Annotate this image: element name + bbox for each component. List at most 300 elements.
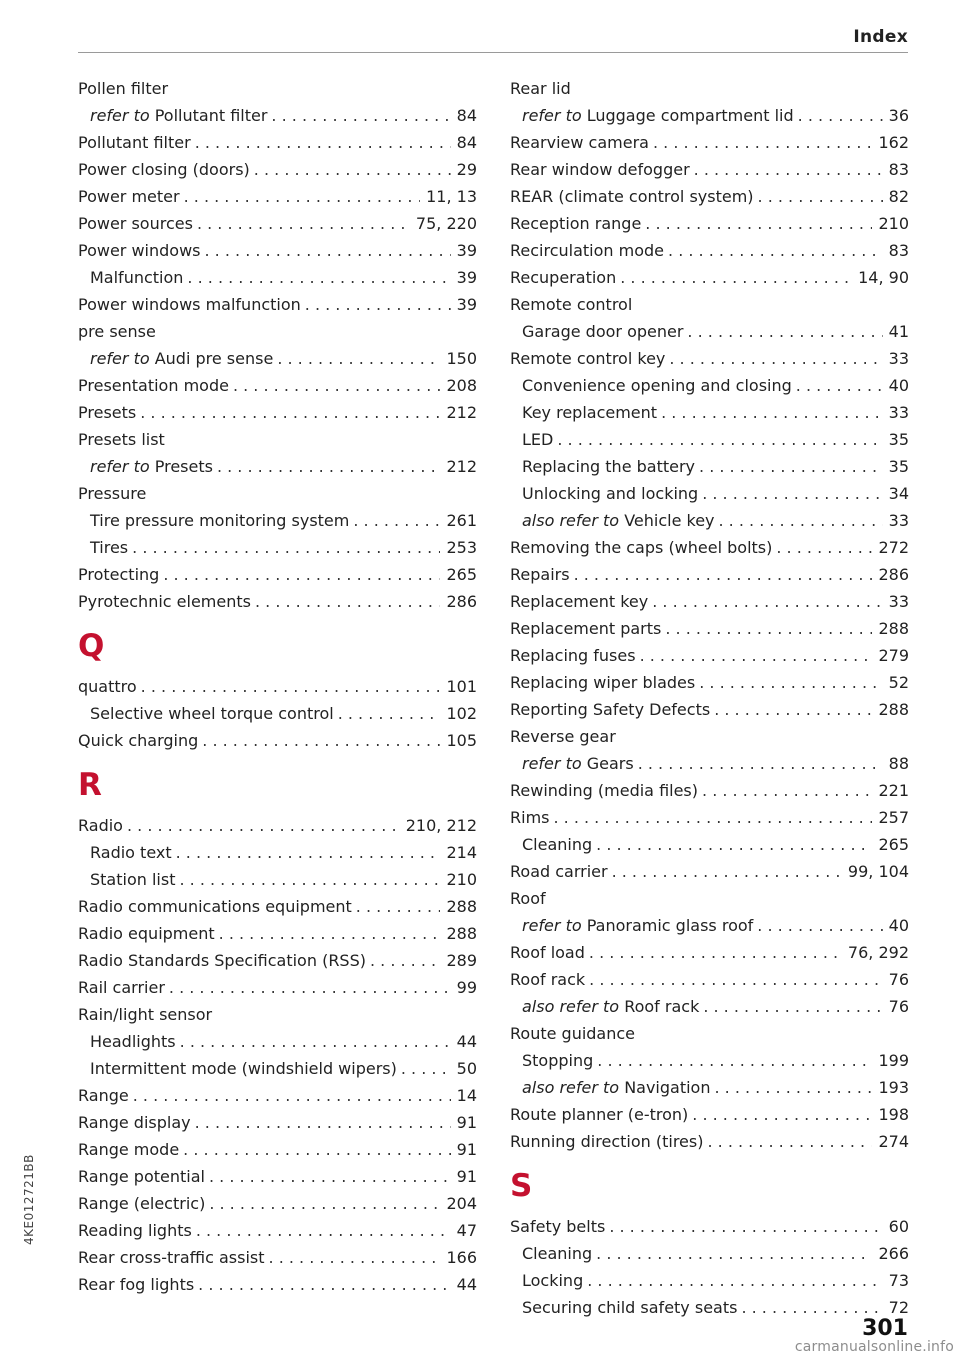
index-entry [510,588,909,615]
page-reference: 33 [888,511,909,530]
page-reference: 36 [888,106,909,125]
page-reference: 288 [446,924,477,943]
entry-text [522,426,553,453]
index-entry [78,673,477,700]
entry-text [522,912,753,939]
index-subentry [510,426,909,453]
entry-label: Reception range [510,214,642,233]
entry-text [78,291,301,318]
cross-reference-label: refer to [522,754,582,773]
page-reference: 40 [888,376,909,395]
entry-text [510,534,772,561]
entry-label: Range potential [78,1167,205,1186]
entry-text [510,345,665,372]
dot-leader [652,588,882,615]
page-reference: 72 [888,1298,909,1317]
index-entry [78,480,477,507]
dot-leader [196,1217,451,1244]
entry-text [78,1163,205,1190]
entry-label: Range mode [78,1140,180,1159]
index-subentry [78,345,477,372]
index-entry [510,210,909,237]
entry-label: Power windows [78,241,201,260]
entry-label: Cleaning [522,835,593,854]
index-entry [78,561,477,588]
entry-text [78,1190,205,1217]
index-entry [510,669,909,696]
entry-text [78,318,156,345]
index-entry [510,615,909,642]
entry-text [78,1109,191,1136]
dot-leader [255,588,440,615]
entry-label: Rearview camera [510,133,649,152]
entry-label: Tires [90,538,129,557]
page-reference: 162 [878,133,909,152]
index-entry [78,129,477,156]
entry-text [510,264,616,291]
index-entry [78,318,477,345]
entry-text [522,1074,710,1101]
dot-leader [612,858,842,885]
entry-text [510,1128,703,1155]
page-reference: 76, 292 [847,943,909,962]
index-entry [78,727,477,754]
index-entry [510,777,909,804]
dot-leader [353,507,440,534]
page-reference: 50 [456,1059,477,1078]
page-reference: 193 [878,1078,909,1097]
entry-text [78,1244,265,1271]
dot-leader [589,939,842,966]
dot-leader [133,1082,451,1109]
index-entry [78,291,477,318]
index-subentry [510,1074,909,1101]
page-reference: 214 [446,843,477,862]
entry-text [510,588,648,615]
cross-reference-label: also refer to [522,1078,620,1097]
dot-leader [187,264,450,291]
entry-text [90,102,267,129]
page-reference: 208 [446,376,477,395]
dot-leader [219,920,441,947]
dot-leader [338,700,441,727]
entry-label: Roof rack [510,970,586,989]
entry-text [90,1055,397,1082]
index-entry [510,1101,909,1128]
entry-text [522,1240,592,1267]
dot-leader [653,129,872,156]
index-entry [78,237,477,264]
entry-label: Replacing fuses [510,646,636,665]
entry-label: Rail carrier [78,978,165,997]
page-reference: 204 [446,1194,477,1213]
entry-text [510,210,641,237]
entry-label: REAR (climate control system) [510,187,754,206]
entry-text [510,723,616,750]
entry-text [510,237,664,264]
entry-text [90,507,349,534]
entry-label: Pollutant filter [78,133,191,152]
entry-label: Radio equipment [78,924,215,943]
entry-label: Roof load [510,943,585,962]
entry-label: Presets [78,403,137,422]
index-entry [78,426,477,453]
entry-label: Malfunction [90,268,184,287]
entry-text [78,974,165,1001]
dot-leader [707,1128,872,1155]
entry-text [78,673,137,700]
entry-text [78,129,191,156]
cross-reference-label: refer to [90,106,150,125]
entry-label: Roof [510,889,546,908]
page-reference: 35 [888,457,909,476]
entry-text [90,453,213,480]
page-reference: 91 [456,1113,477,1132]
entry-label: LED [522,430,554,449]
page-reference: 14, 90 [858,268,909,287]
index-entry [510,804,909,831]
dot-leader [597,1047,872,1074]
entry-label: Running direction (tires) [510,1132,704,1151]
index-entry [510,129,909,156]
entry-text [78,75,168,102]
dot-leader [202,727,440,754]
entry-text [522,750,634,777]
index-entry [510,696,909,723]
dot-leader [702,480,882,507]
dot-leader [757,912,882,939]
entry-label: Reverse gear [510,727,616,746]
dot-leader [197,210,410,237]
page-reference: 29 [456,160,477,179]
index-subentry [510,831,909,858]
entry-label: Replacing the battery [522,457,696,476]
entry-label: Rear fog lights [78,1275,195,1294]
entry-label: Repairs [510,565,570,584]
entry-label: Roof rack [624,997,700,1016]
index-subentry [510,507,909,534]
index-subentry [78,700,477,727]
page-reference: 199 [878,1051,909,1070]
page-reference: 39 [456,241,477,260]
section-letter: S [510,1168,533,1204]
entry-label: Safety belts [510,1217,606,1236]
entry-label: Pollutant filter [154,106,268,125]
page-reference: 212 [446,457,477,476]
entry-text [510,642,636,669]
entry-text [522,399,657,426]
entry-label: Radio Standards Specification (RSS) [78,951,366,970]
entry-text [510,1101,688,1128]
index-entry [78,1244,477,1271]
entry-text [510,804,549,831]
index-entry [510,939,909,966]
dot-leader [205,237,451,264]
index-subentry [78,453,477,480]
index-subentry [510,1294,909,1321]
entry-text [90,700,334,727]
entry-text [78,399,136,426]
entry-label: Quick charging [78,731,199,750]
entry-label: Replacement parts [510,619,662,638]
index-subentry [510,399,909,426]
entry-text [78,812,123,839]
page-reference: 60 [888,1217,909,1236]
entry-label: Intermittent mode (windshield wipers) [90,1059,397,1078]
entry-text [90,1028,176,1055]
entry-label: Presentation mode [78,376,229,395]
dot-leader [195,129,451,156]
index-entry [78,588,477,615]
entry-label: Presets list [78,430,165,449]
page-reference: 35 [888,430,909,449]
page-reference: 274 [878,1132,909,1151]
entry-label: Recuperation [510,268,617,287]
page-reference: 210, 212 [405,816,477,835]
entry-label: Remote control [510,295,633,314]
page-reference: 272 [878,538,909,557]
index-subentry [510,453,909,480]
dot-leader [132,534,440,561]
entry-label: Headlights [90,1032,176,1051]
dot-leader [620,264,852,291]
dot-leader [179,866,440,893]
dot-leader [169,974,451,1001]
dot-leader [574,561,873,588]
dot-leader [553,804,872,831]
section-letter: Q [78,628,105,664]
dot-leader [776,534,872,561]
dot-leader [638,750,883,777]
dot-leader [271,102,450,129]
entry-text [78,947,366,974]
dot-leader [198,1271,450,1298]
page-reference: 84 [456,106,477,125]
dot-leader [254,156,451,183]
index-subentry [78,866,477,893]
entry-text [90,264,183,291]
index-subentry [510,1047,909,1074]
dot-leader [699,453,883,480]
page-reference: 266 [878,1244,909,1263]
dot-leader [640,642,873,669]
document-code: 4KE012721BB [22,1154,36,1245]
dot-leader [195,1109,451,1136]
entry-text [510,561,570,588]
dot-leader [305,291,451,318]
entry-text [78,893,352,920]
entry-label: Range (electric) [78,1194,206,1213]
page-header [78,25,908,53]
index-entry [510,642,909,669]
dot-leader [176,839,441,866]
entry-label: Pressure [78,484,147,503]
entry-label: Reporting Safety Defects [510,700,711,719]
index-entry [78,974,477,1001]
page-reference: 82 [888,187,909,206]
page-reference: 253 [446,538,477,557]
entry-text [78,1271,194,1298]
page-reference: 83 [888,241,909,260]
index-entry [510,1213,909,1240]
page-reference: 221 [878,781,909,800]
page-reference: 14 [456,1086,477,1105]
page-title: Index [853,27,908,47]
index-subentry [78,1055,477,1082]
page-reference: 73 [888,1271,909,1290]
entry-text [510,858,608,885]
index-column-left [78,75,477,1298]
entry-text [78,372,229,399]
page-reference: 288 [878,619,909,638]
dot-leader [714,696,872,723]
page-reference: 76 [888,997,909,1016]
dot-leader [184,183,421,210]
page-reference: 198 [878,1105,909,1124]
index-entry [78,1001,477,1028]
entry-label: Rims [510,808,550,827]
dot-leader [645,210,872,237]
entry-label: Pollen filter [78,79,169,98]
entry-text [78,480,146,507]
page-reference: 286 [878,565,909,584]
page-number: 301 [862,1316,908,1341]
entry-text [522,480,698,507]
index-entry [78,399,477,426]
dot-leader [269,1244,441,1271]
index-entry [510,291,909,318]
page-reference: 257 [878,808,909,827]
entry-text [510,183,754,210]
page-reference: 41 [888,322,909,341]
dot-leader [609,1213,882,1240]
page-reference: 212 [446,403,477,422]
entry-label: Gears [586,754,634,773]
index-subentry [510,993,909,1020]
entry-text [510,156,690,183]
cross-reference-label: refer to [522,106,582,125]
index-entry [510,237,909,264]
dot-leader [702,777,872,804]
cross-reference-label: also refer to [522,997,620,1016]
entry-label: Rain/light sensor [78,1005,213,1024]
dot-leader [163,561,440,588]
page-reference: 39 [456,295,477,314]
entry-text [522,318,683,345]
entry-label: Luggage compartment lid [586,106,794,125]
entry-label: Unlocking and locking [522,484,699,503]
page-reference: 34 [888,484,909,503]
entry-text [78,1082,129,1109]
entry-label: Rear lid [510,79,571,98]
entry-text [78,426,165,453]
dot-leader [703,993,882,1020]
entry-label: Pyrotechnic elements [78,592,251,611]
dot-leader [796,372,883,399]
index-entry [78,183,477,210]
index-entry [78,1163,477,1190]
index-entry [510,885,909,912]
entry-label: Locking [522,1271,584,1290]
entry-text [510,939,585,966]
page-reference: 75, 220 [415,214,477,233]
index-entry [78,812,477,839]
dot-leader [719,507,883,534]
entry-label: Replacement key [510,592,649,611]
dot-leader [277,345,440,372]
dot-leader [140,399,440,426]
dot-leader [596,1240,872,1267]
cross-reference-label: also refer to [522,511,620,530]
entry-text [510,615,661,642]
entry-text [522,831,592,858]
entry-text [78,237,201,264]
dot-leader [370,947,440,974]
entry-label: Selective wheel torque control [90,704,334,723]
entry-label: Removing the caps (wheel bolts) [510,538,773,557]
dot-leader [596,831,872,858]
dot-leader [699,669,882,696]
page-reference: 11, 13 [426,187,477,206]
entry-label: Protecting [78,565,160,584]
entry-text [522,453,695,480]
page-reference: 33 [888,349,909,368]
index-subentry [510,480,909,507]
page-reference: 261 [446,511,477,530]
page-reference: 88 [888,754,909,773]
index-subentry [510,372,909,399]
entry-text [522,372,792,399]
index-subentry [78,839,477,866]
entry-text [510,291,632,318]
dot-leader [209,1163,451,1190]
index-subentry [510,318,909,345]
page-reference: 289 [446,951,477,970]
index-entry [510,345,909,372]
page-reference: 288 [878,700,909,719]
page-reference: 91 [456,1140,477,1159]
page-reference: 52 [888,673,909,692]
index-entry [510,1128,909,1155]
entry-text [522,102,794,129]
entry-text [510,696,710,723]
page-reference: 102 [446,704,477,723]
entry-label: quattro [78,677,137,696]
index-entry [510,1020,909,1047]
entry-text [78,156,250,183]
index-entry [510,75,909,102]
index-entry [78,1271,477,1298]
index-entry [510,156,909,183]
dot-leader [233,372,441,399]
index-entry [78,920,477,947]
entry-text [78,1136,179,1163]
page-reference: 286 [446,592,477,611]
index-entry [78,372,477,399]
entry-label: Range [78,1086,129,1105]
dot-leader [127,812,400,839]
index-subentry [510,1240,909,1267]
entry-text [78,561,159,588]
page-reference: 265 [446,565,477,584]
page-reference: 33 [888,403,909,422]
entry-text [78,920,215,947]
index-entry [78,210,477,237]
page-reference: 99, 104 [847,862,909,881]
entry-label: Power meter [78,187,180,206]
index-entry [78,1082,477,1109]
entry-text [510,966,585,993]
